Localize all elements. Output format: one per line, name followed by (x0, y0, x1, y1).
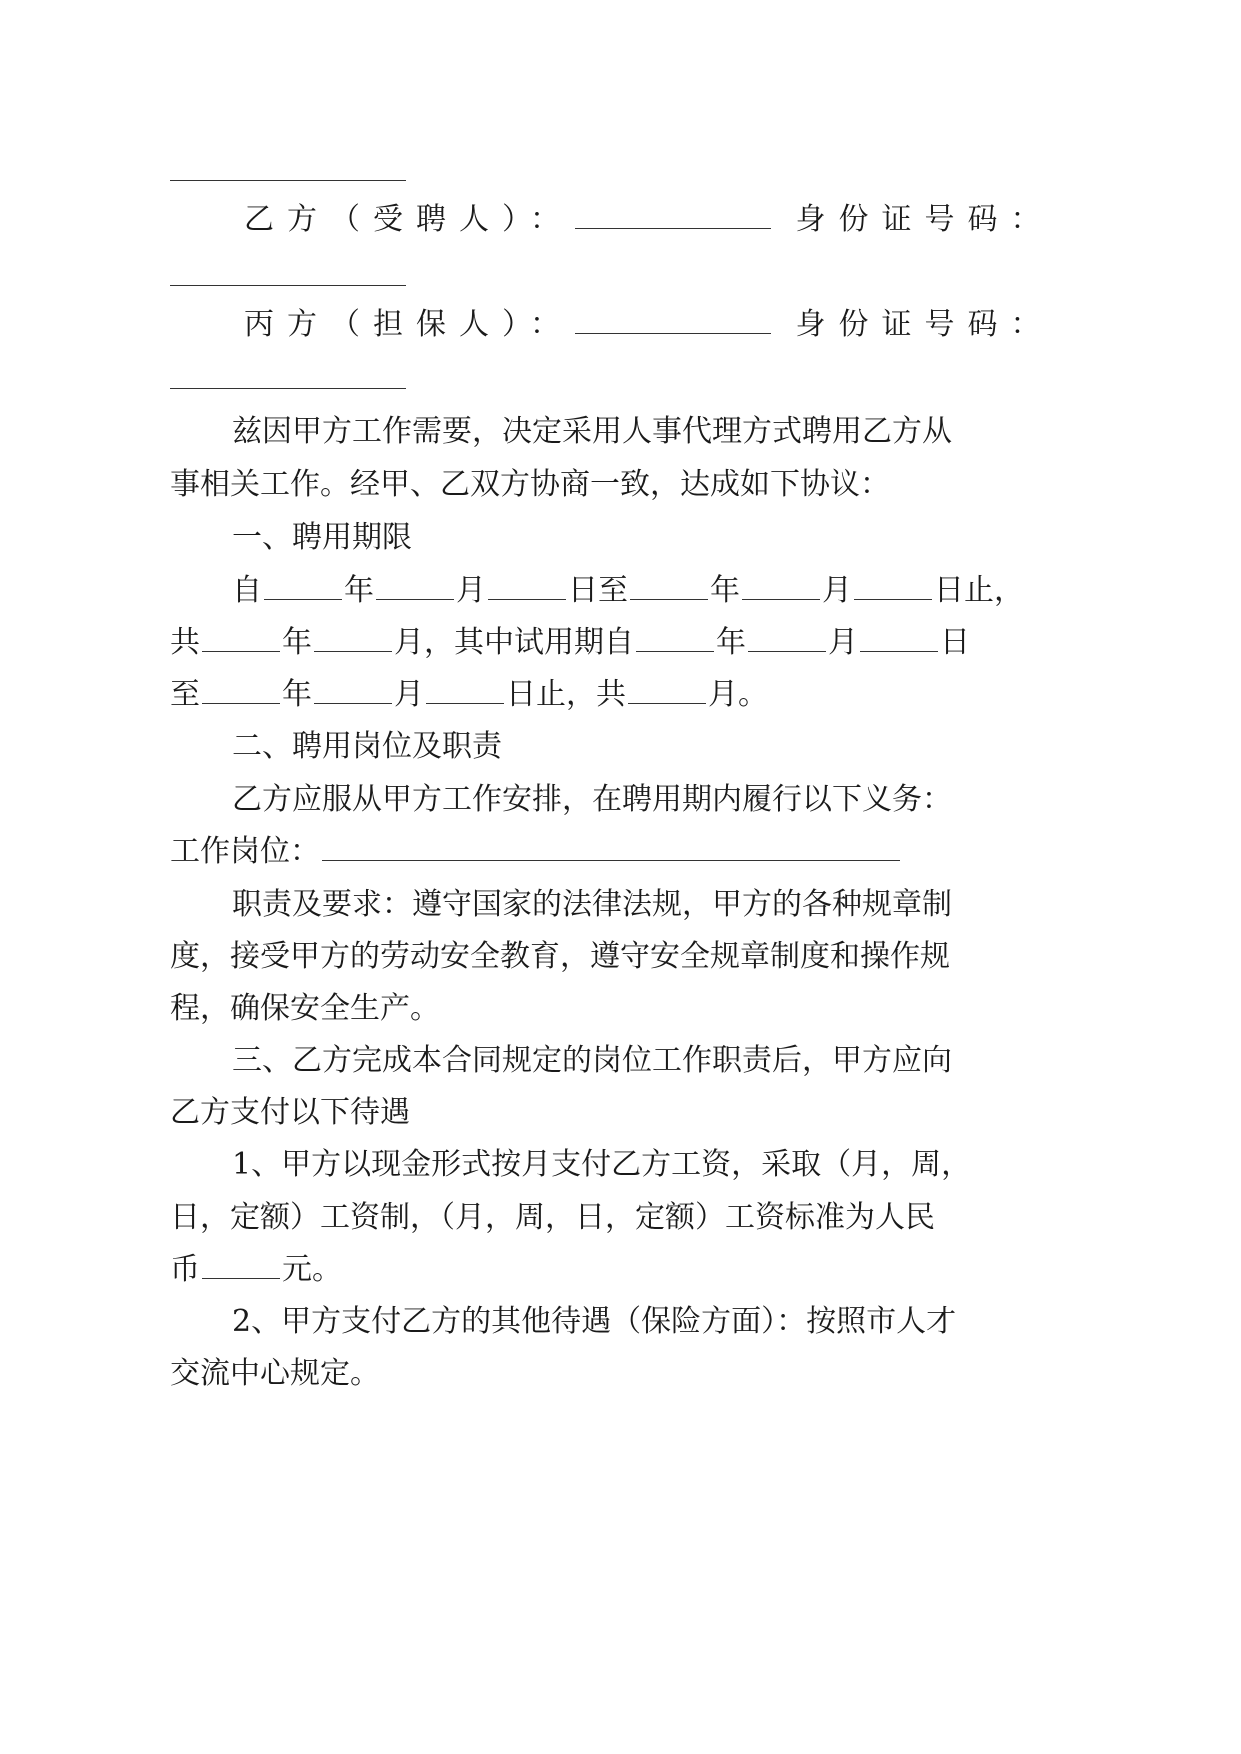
text-trial: 月，其中试用期自 (394, 625, 634, 660)
text-ri-zhi: 日至 (568, 573, 628, 608)
text-zhi: 至 (170, 677, 200, 712)
text-yue: 月 (828, 625, 858, 660)
blank-month (742, 571, 820, 600)
item1-line-1: 1、甲方以现金形式按月支付乙方工资，采取（月，周， (232, 1147, 972, 1182)
blank-month (748, 623, 826, 652)
section3-heading-line-1: 三、乙方完成本合同规定的岗位工作职责后，甲方应向 (232, 1043, 952, 1078)
blank-day (854, 571, 932, 600)
text-nian: 年 (282, 625, 312, 660)
section3-heading-line-2: 乙方支付以下待遇 (170, 1095, 410, 1130)
requirements-line-2: 度，接受甲方的劳动安全教育，遵守安全规章制度和操作规 (170, 939, 950, 974)
party-b-id-label: 身份证号码： (795, 202, 1054, 237)
party-c-name-blank (575, 305, 771, 334)
id-number-blank-a (170, 180, 406, 181)
blank-months (628, 675, 706, 704)
text-nian: 年 (282, 677, 312, 712)
text-yue: 月 (456, 573, 486, 608)
item1-line-2: 日，定额）工资制，（月，周，日，定额）工资标准为人民 (170, 1200, 935, 1235)
text-ri-zhi-end: 日止， (934, 573, 1024, 608)
intro-line-1: 兹因甲方工作需要，决定采用人事代理方式聘用乙方从 (232, 414, 952, 449)
blank-day (860, 623, 938, 652)
text-ri-zhi-gong: 日止，共 (506, 677, 626, 712)
intro-line-2: 事相关工作。经甲、乙双方协商一致，达成如下协议： (170, 467, 890, 502)
party-c-line (244, 305, 1054, 345)
party-b-label: 乙方（受聘人）： (244, 202, 573, 237)
blank-years (202, 623, 280, 652)
period-line-2 (170, 623, 970, 663)
text-ri: 日 (940, 625, 970, 660)
blank-year (264, 571, 342, 600)
post-label: 工作岗位： (170, 834, 320, 869)
duty-intro: 乙方应服从甲方工作安排，在聘用期内履行以下义务： (232, 782, 952, 817)
item2-line-1: 2、甲方支付乙方的其他待遇（保险方面）：按照市人才 (232, 1304, 957, 1339)
requirements-line-3: 程，确保安全生产。 (170, 991, 440, 1026)
party-c-id-label: 身份证号码： (795, 307, 1054, 342)
blank-year (630, 571, 708, 600)
text-zi: 自 (232, 573, 262, 608)
period-line-3 (170, 675, 768, 715)
blank-day (426, 675, 504, 704)
text-yue: 月 (822, 573, 852, 608)
post-blank (322, 832, 900, 861)
text-yue-end: 月。 (708, 677, 768, 712)
party-b-id-blank (170, 285, 406, 286)
text-yue: 月 (394, 677, 424, 712)
party-b-line (244, 200, 1054, 240)
party-c-id-blank (170, 388, 406, 389)
text-nian: 年 (716, 625, 746, 660)
party-c-label: 丙方（担保人）： (244, 307, 573, 342)
item1-line-3 (170, 1250, 342, 1290)
text-nian: 年 (710, 573, 740, 608)
blank-month (314, 675, 392, 704)
blank-day (488, 571, 566, 600)
blank-months (314, 623, 392, 652)
text-bi: 币 (170, 1252, 200, 1287)
section2-heading: 二、聘用岗位及职责 (232, 729, 502, 764)
requirements-line-1: 职责及要求：遵守国家的法律法规，甲方的各种规章制 (232, 887, 952, 922)
item2-line-2: 交流中心规定。 (170, 1356, 380, 1391)
text-gong: 共 (170, 625, 200, 660)
text-yuan: 元。 (282, 1252, 342, 1287)
period-line-1 (232, 571, 1024, 611)
blank-year (636, 623, 714, 652)
post-line (170, 832, 902, 872)
text-nian: 年 (344, 573, 374, 608)
section1-heading: 一、聘用期限 (232, 520, 412, 555)
party-b-name-blank (575, 200, 771, 229)
salary-amount-blank (202, 1250, 280, 1279)
blank-month (376, 571, 454, 600)
blank-year (202, 675, 280, 704)
